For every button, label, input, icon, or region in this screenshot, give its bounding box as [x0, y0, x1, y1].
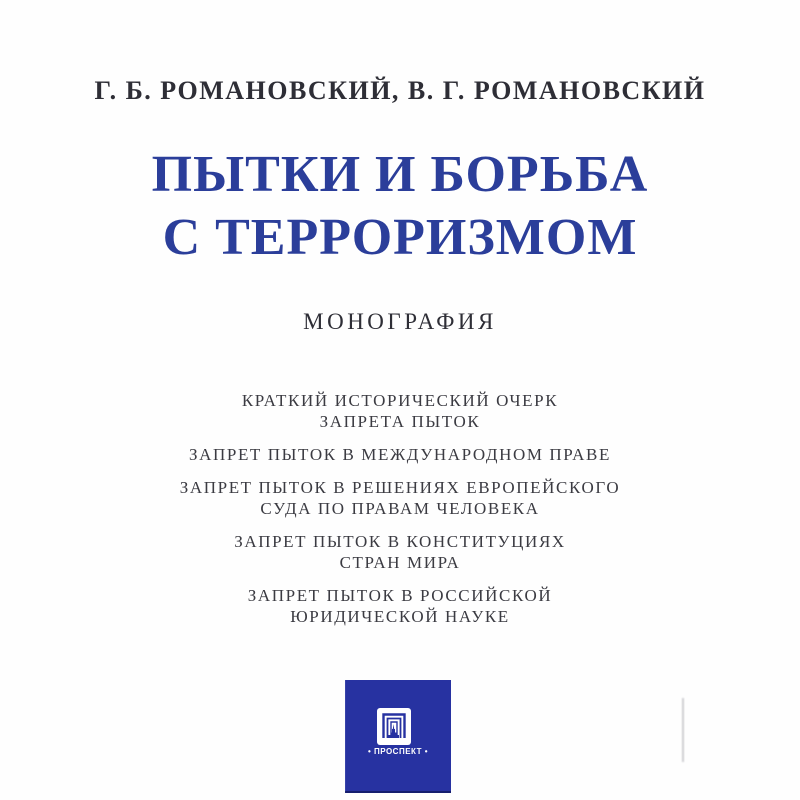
- topic-line: КРАТКИЙ ИСТОРИЧЕСКИЙ ОЧЕРК: [241, 391, 559, 410]
- topic-item: [0, 585, 800, 627]
- topic-item: [0, 477, 800, 519]
- topic-line: ЗАПРЕТ ПЫТОК В РЕШЕНИЯХ ЕВРОПЕЙСКОГО: [179, 478, 621, 497]
- topic-line: ЗАПРЕТ ПЫТОК В МЕЖДУНАРОДНОМ ПРАВЕ: [189, 445, 611, 464]
- scan-edge-artifact: [682, 698, 684, 762]
- authors-line: Г. Б. РОМАНОВСКИЙ, В. Г. РОМАНОВСКИЙ: [94, 76, 706, 105]
- publisher-name: • ПРОСПЕКТ •: [367, 747, 429, 756]
- topic-item: [0, 531, 800, 573]
- topic-line: СУДА ПО ПРАВАМ ЧЕЛОВЕКА: [260, 499, 540, 518]
- topic-line: СТРАН МИРА: [339, 553, 461, 572]
- topic-line: ЗАПРЕТ ПЫТОК В РОССИЙСКОЙ: [247, 586, 553, 605]
- topics-list: [0, 390, 800, 639]
- book-title-line-2: С ТЕРРОРИЗМОМ: [162, 209, 638, 266]
- topic-line: ЗАПРЕТА ПЫТОК: [319, 412, 481, 431]
- topic-line: ЗАПРЕТ ПЫТОК В КОНСТИТУЦИЯХ: [234, 532, 566, 551]
- book-title-line-1: ПЫТКИ И БОРЬБА: [151, 146, 649, 203]
- publisher-logo: [345, 680, 451, 793]
- book-title: [0, 143, 800, 269]
- publisher-doorway-icon: [377, 708, 411, 745]
- topic-item: [0, 390, 800, 432]
- topic-item: [0, 444, 800, 465]
- subtitle-monograph: МОНОГРАФИЯ: [303, 309, 497, 334]
- topic-line: ЮРИДИЧЕСКОЙ НАУКЕ: [290, 607, 510, 626]
